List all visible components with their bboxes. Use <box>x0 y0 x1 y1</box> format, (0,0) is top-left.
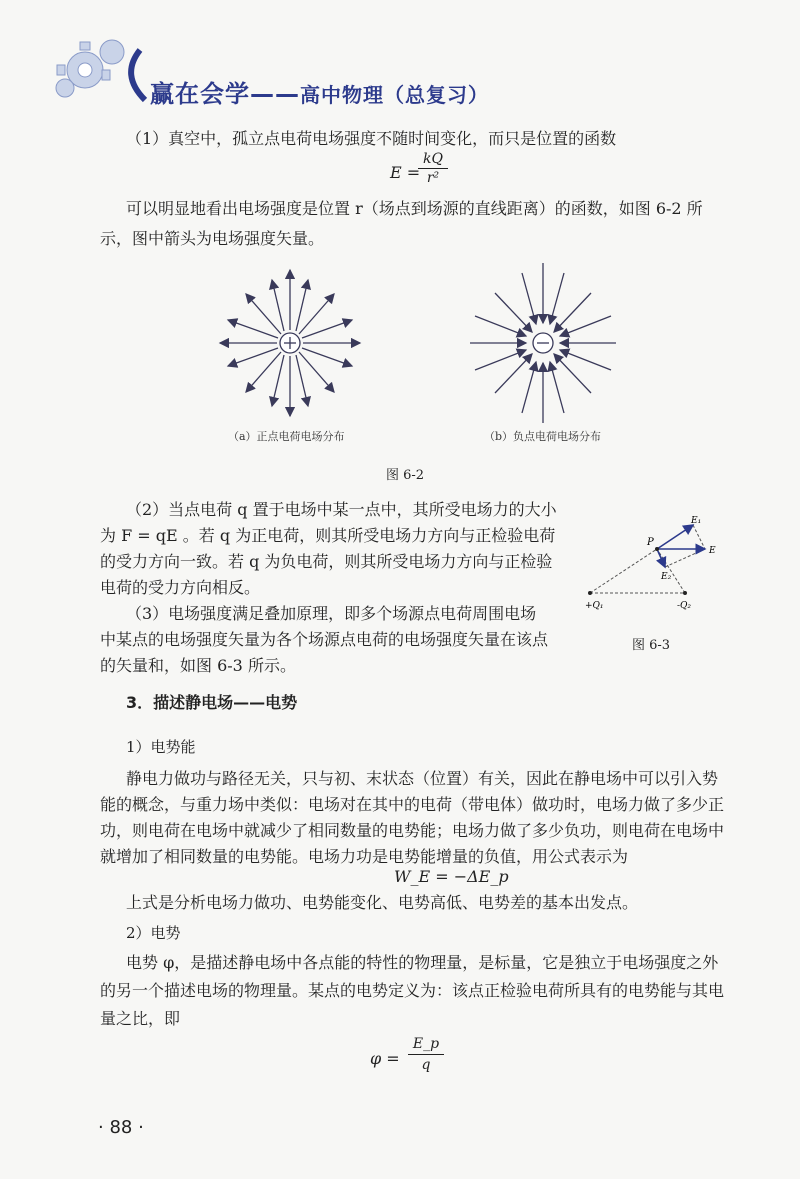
para5-line2: 的另一个描述电场的物理量。某点的电势定义为：该点正检验电荷所具有的电势能与其电 <box>100 981 725 1000</box>
figure-6-2 <box>200 258 720 438</box>
fig62-caption-a: （a）正点电荷电场分布 <box>228 430 345 443</box>
para4-line5: 上式是分析电场力做功、电势能变化、电势高低、电势差的基本出发点。 <box>126 893 639 912</box>
fig63-label: 图 6-3 <box>632 638 671 653</box>
formula-phi-num: E_p <box>412 1036 440 1052</box>
formula-e-num: kQ <box>423 151 443 167</box>
sub1-title: 1）电势能 <box>126 738 196 756</box>
figure-6-3 <box>585 513 735 613</box>
para4-line2: 能的概念，与重力场中类似：电场对在其中的电荷（带电体）做功时，电场力做了多少正 <box>100 795 725 814</box>
book-title: 赢在会学——高中物理（总复习） <box>150 80 489 108</box>
para3-line1: （3）电场强度满足叠加原理，即多个场源点电荷周围电场 <box>126 604 537 623</box>
para4-line4: 就增加了相同数量的电势能。电场力功是电势能增量的负值，用公式表示为 <box>100 847 629 866</box>
formula-phi-den: q <box>408 1054 444 1075</box>
para4-line1: 静电力做功与路径无关，只与初、末状态（位置）有关，因此在静电场中可以引入势 <box>126 769 719 788</box>
fig63-p-label: P <box>647 537 654 548</box>
para3-line3: 的矢量和，如图 6-3 所示。 <box>100 656 296 675</box>
para5-line1: 电势 φ，是描述静电场中各点能的特性的物理量，是标量，它是独立于电场强度之外 <box>126 953 719 972</box>
fig63-q1-label: +Q₁ <box>585 601 604 611</box>
para4-line3: 功，则电荷在电场中就减少了相同数量的电势能；电场力做了多少负功，则电荷在电场中 <box>100 821 725 840</box>
para2-line4: 电荷的受力方向相反。 <box>100 578 261 597</box>
formula-e-lhs: E = <box>390 163 421 182</box>
para2-line2: 为 F = qE 。若 q 为正电荷，则其所受电场力方向与正检验电荷 <box>100 526 556 545</box>
fig63-e2-label: E₂ <box>661 572 672 582</box>
formula-phi-fraction <box>408 1034 444 1075</box>
para1-line3: 示，图中箭头为电场强度矢量。 <box>100 229 325 248</box>
formula-we: W_E = −ΔE_p <box>394 867 509 886</box>
fig63-e1-label: E₁ <box>691 516 702 526</box>
para1-line2: 可以明显地看出电场强度是位置 r（场点到场源的直线距离）的函数，如图 6-2 所 <box>126 199 703 218</box>
positive-charge-field <box>220 270 360 416</box>
section3-title: 3．描述静电场——电势 <box>126 693 298 712</box>
page-header <box>0 30 800 110</box>
formula-e-den: r² <box>418 168 448 187</box>
page-number: · 88 · <box>98 1117 144 1138</box>
fig62-label: 图 6-2 <box>386 468 425 483</box>
para5-line3: 量之比，即 <box>100 1009 181 1028</box>
negative-charge-field <box>470 263 616 423</box>
fig63-q2-label: -Q₂ <box>677 601 692 611</box>
para1-line1: （1）真空中，孤立点电荷电场强度不随时间变化，而只是位置的函数 <box>126 129 617 148</box>
fig63-e-label: E <box>709 546 716 556</box>
para2-line3: 的受力方向一致。若 q 为负电荷，则其所受电场力方向与正检验 <box>100 552 553 571</box>
para3-line2: 中某点的电场强度矢量为各个场源点电荷的电场强度矢量在该点 <box>100 630 549 649</box>
formula-phi-lhs: φ = <box>370 1049 400 1068</box>
sub2-title: 2）电势 <box>126 924 181 942</box>
formula-e-fraction <box>418 150 448 187</box>
para2-line1: （2）当点电荷 q 置于电场中某一点中，其所受电场力的大小 <box>126 500 557 519</box>
fig62-caption-b: （b）负点电荷电场分布 <box>484 430 602 443</box>
